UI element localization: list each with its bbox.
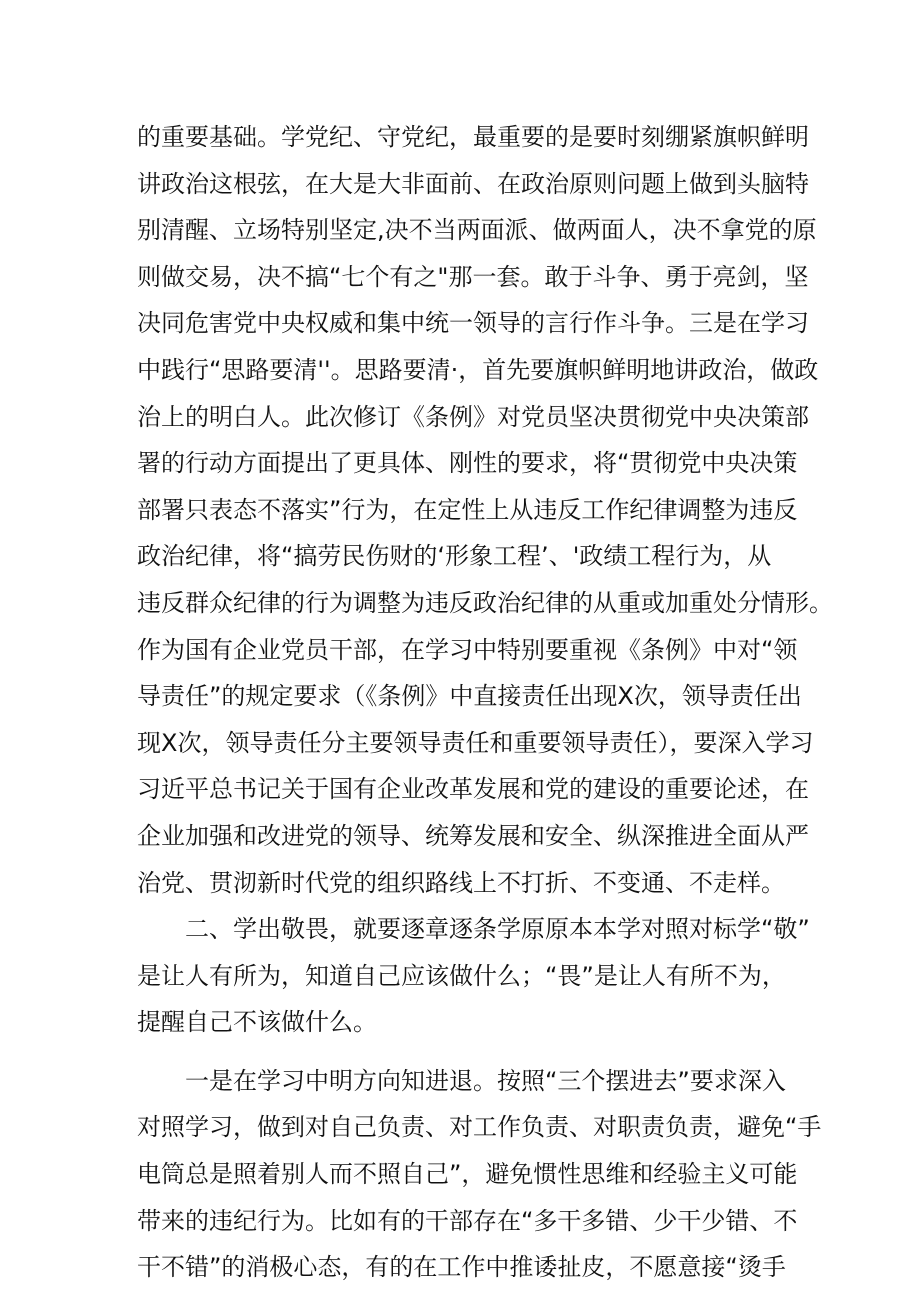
text-line: 决同危害党中央权威和集中统一领导的言行作斗争。三是在学习 bbox=[137, 309, 809, 338]
text-line: 部署只表态不落实”行为，在定性上从违反工作纪律调整为违反 bbox=[137, 495, 798, 524]
text-line: 则做交易，决不搞“七个有之"那一套。敢于斗争、勇于亮剑，坚 bbox=[137, 262, 809, 291]
text-line: 别清醒、立场特别坚定,决不当两面派、做两面人，决不拿党的原 bbox=[137, 216, 817, 245]
text-line: 讲政治这根弦，在大是大非面前、在政治原则问题上做到头脑特 bbox=[137, 169, 809, 198]
text-line: 署的行动方面提出了更具体、刚性的要求，将“贯彻党中央决策 bbox=[137, 449, 798, 478]
text-line-indented: 二、学出敬畏，就要逐章逐条学原原本本学对照对标学“敬” bbox=[185, 915, 810, 944]
text-line: 提醒自己不该做什么。 bbox=[137, 1008, 377, 1037]
text-line: 治上的明白人。此次修订《条例》对党员坚决贯彻党中央决策部 bbox=[137, 402, 809, 431]
text-line: 治党、贯沏新时代党的组织路线上不打折、不变通、不走样。 bbox=[137, 868, 785, 897]
text-line: 电筒总是照着别人而不照自己”，避免惯性思维和经验主义可能 bbox=[137, 1160, 798, 1189]
text-line: 干不错”的消极心态，有的在工作中推诿扯皮，不愿意接“烫手 bbox=[137, 1253, 786, 1282]
text-line: 导责任”的规定要求（《条例》中直接责任出现X次，领导责任出 bbox=[137, 682, 802, 711]
text-line: 是让人有所为，知道自己应该做什么；“畏”是让人有所不为， bbox=[137, 961, 786, 990]
text-line: 中践行“思路要清''。思路要清·，首先要旗帜鲜明地讲政治，做政 bbox=[137, 355, 819, 384]
paragraph-gap bbox=[137, 1046, 797, 1058]
text-line-indented: 一是在学习中明方向知进退。按照“三个摆进去”要求深入 bbox=[185, 1066, 786, 1095]
text-line: 的重要基础。学党纪、守党纪，最重要的是要时刻绷紧旗帜鲜明 bbox=[137, 123, 809, 151]
text-line: 作为国有企业党员干部，在学习中特别要重视《条例》中对“领 bbox=[137, 635, 798, 664]
text-line: 政治纪律，将“搞劳民伤财的‘形象工程’、'政绩工程行为，从 bbox=[137, 542, 772, 571]
text-line: 企业加强和改进党的领导、统筹发展和安全、纵深推进全面从严 bbox=[137, 821, 809, 850]
text-line: 现X次，领导责任分主要领导责任和重要领导责任），要深入学习 bbox=[137, 728, 814, 757]
text-line: 对照学习，做到对自己负责、对工作负责、对职责负责，避免“手 bbox=[137, 1113, 822, 1142]
document-body bbox=[137, 114, 833, 1291]
text-line: 违反群众纪律的行为调整为违反政治纪律的从重或加重处分情形。 bbox=[137, 588, 833, 617]
text-line: 习近平总书记关于国有企业改革发展和党的建设的重要论述，在 bbox=[137, 775, 809, 804]
text-line: 带来的违纪行为。比如有的干部存在“多干多错、少干少错、不 bbox=[137, 1206, 798, 1235]
